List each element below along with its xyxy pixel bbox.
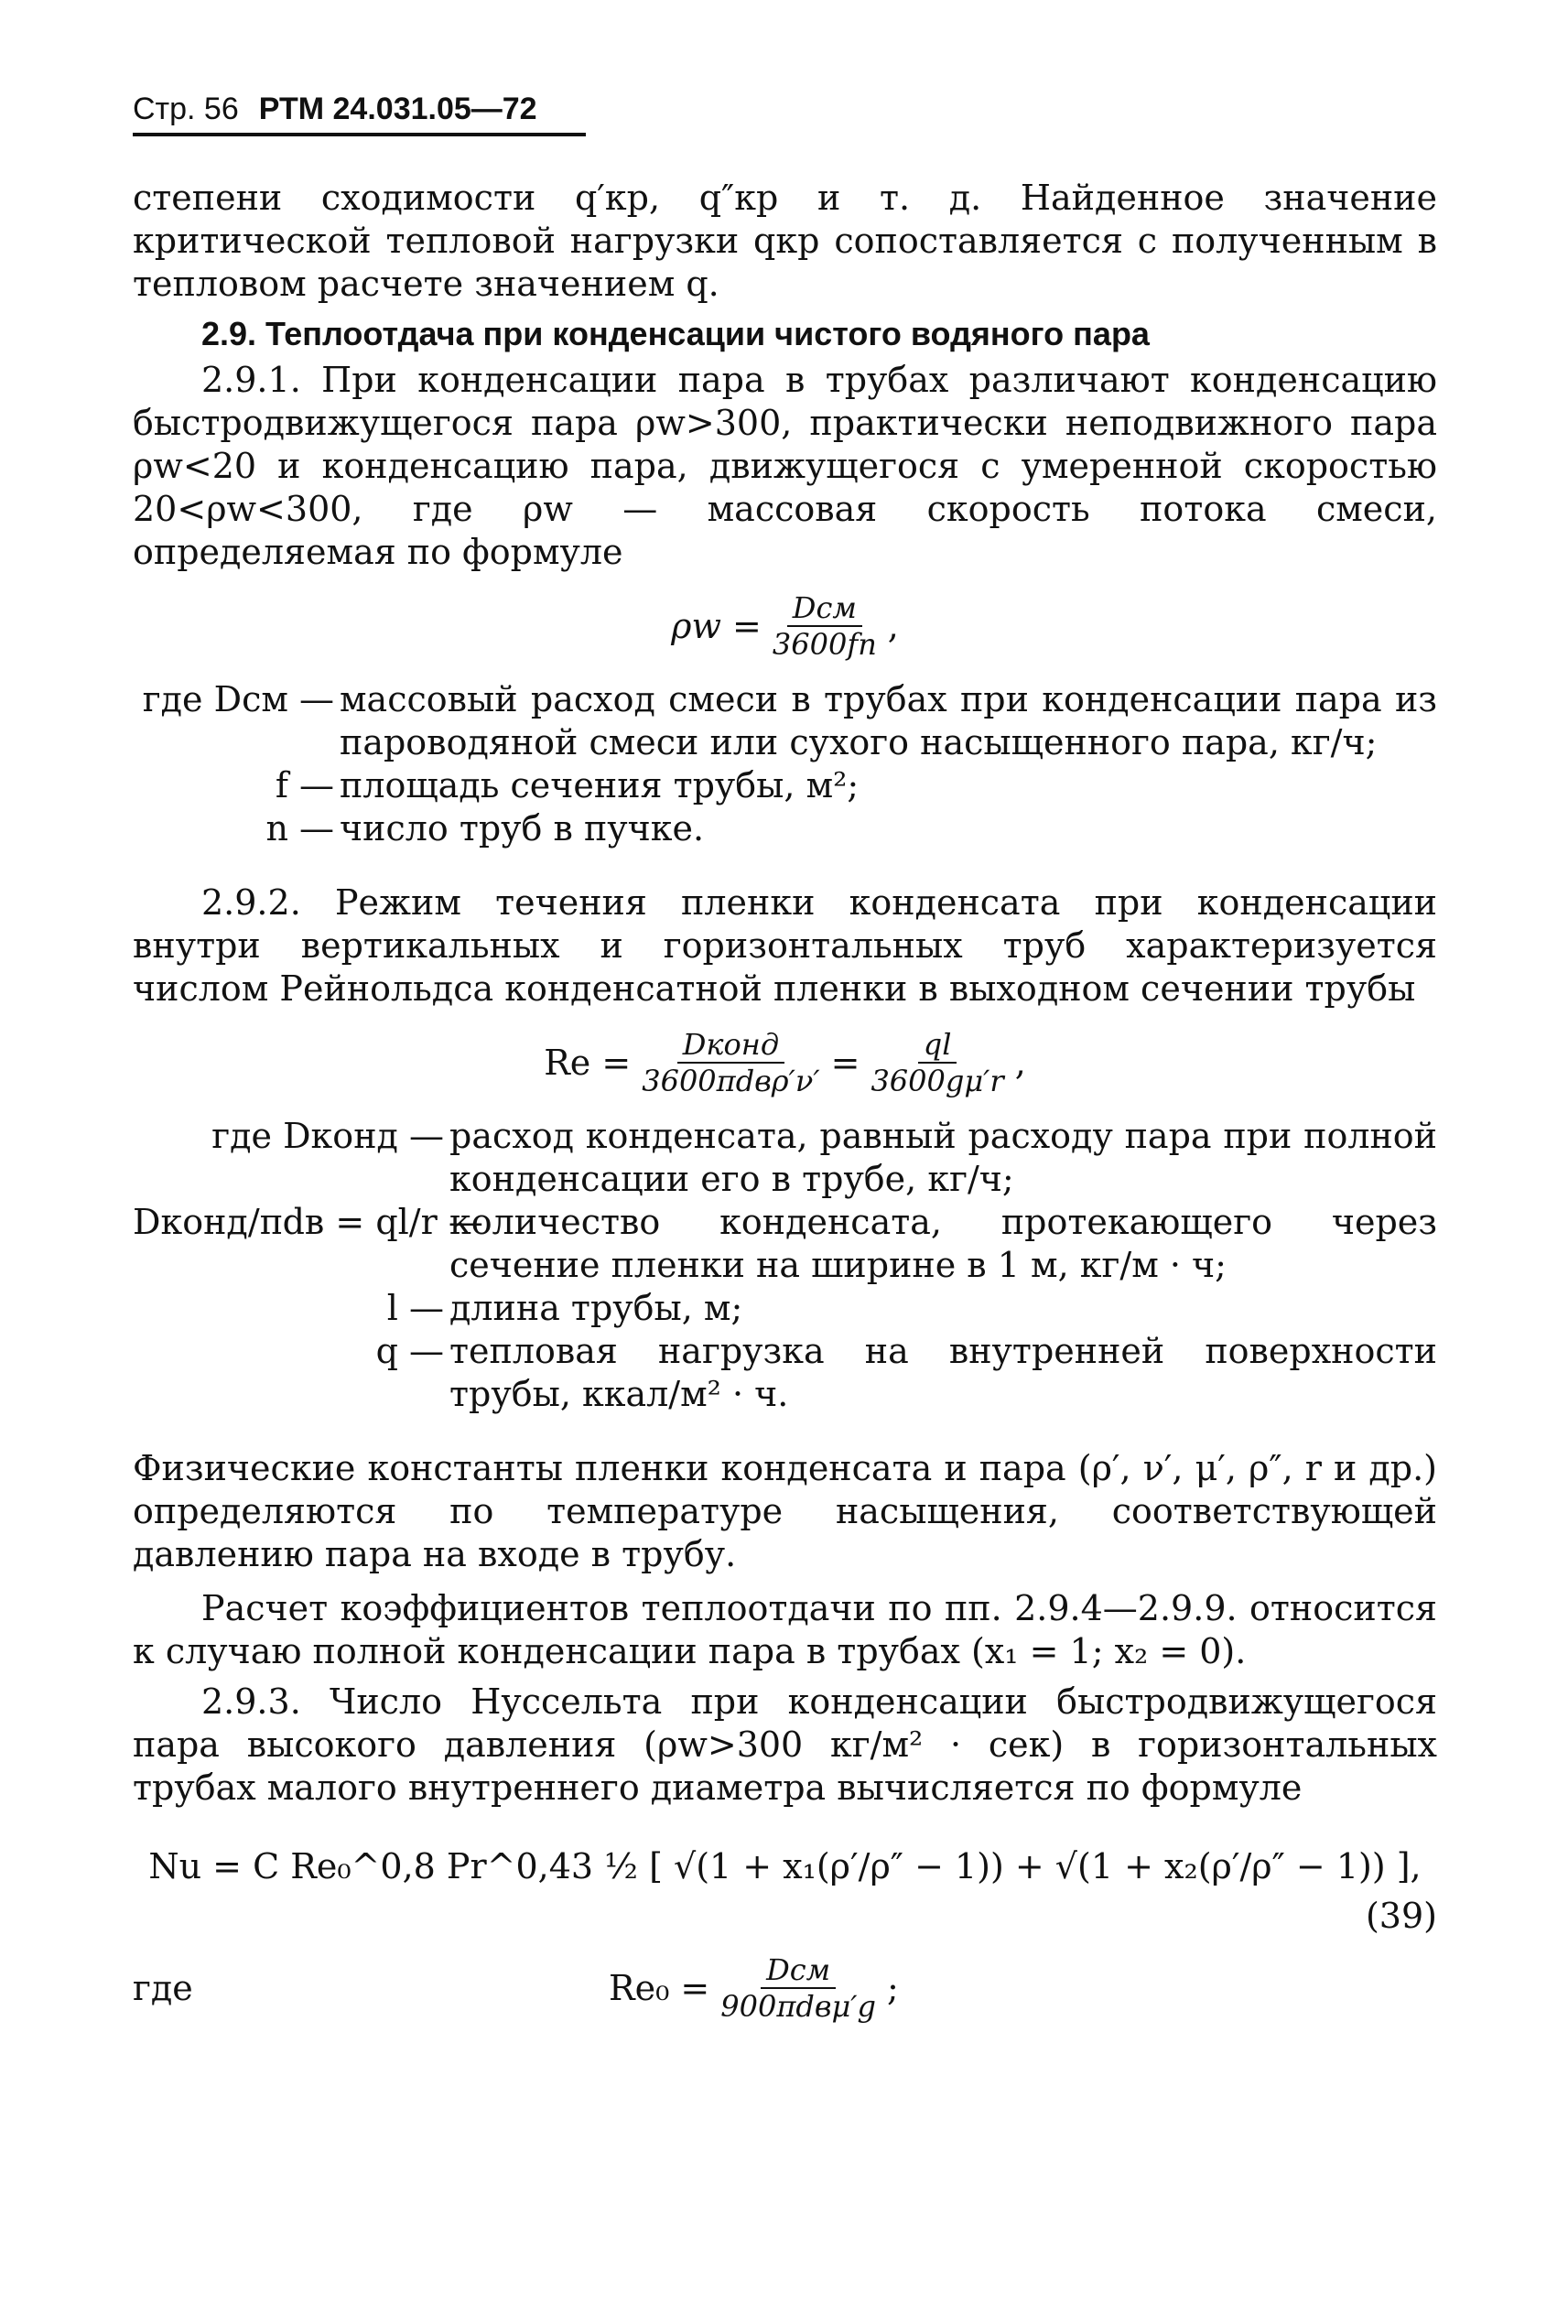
numerator: ql xyxy=(918,1027,957,1064)
paragraph-convergence: степени сходимости q′кр, q″кр и т. д. Найденное значение критической тепловой нагрузки qкр сопоставляется с полученным в тепловом расчете значением q. xyxy=(133,178,1437,304)
definition-symbol: где Dсм — xyxy=(142,679,334,719)
definition-text: массовый расход смеси в трубах при конденсации пара из пароводяной смеси или сухого насыщенного пара, кг/ч; xyxy=(340,679,1437,762)
definition-text: расход конденсата, равный расходу пара при полной конденсации его в трубе, кг/ч; xyxy=(449,1116,1437,1199)
paragraph-2-9-2: 2.9.2. Режим течения пленки конденсата при конденсации внутри вертикальных и горизонтальных труб характеризуется числом Рейнольдса конденсатной пленки в выходном сечении трубы xyxy=(133,882,1437,1009)
fraction xyxy=(636,1027,825,1098)
denominator: 3600fn xyxy=(772,627,877,662)
formula-reynolds xyxy=(133,1027,1437,1098)
where-label: где xyxy=(133,1968,193,2008)
formula-lhs: Re = xyxy=(544,1043,632,1083)
formula-lhs: ρw = xyxy=(671,606,762,646)
denominator: 3600gμ′r xyxy=(871,1064,1004,1098)
numerator: Dконд xyxy=(677,1027,784,1064)
definition-symbol: l — xyxy=(386,1288,444,1328)
equals-sign: = xyxy=(830,1043,860,1083)
definition-row xyxy=(133,1115,1437,1201)
formula-re0-row xyxy=(133,1952,1437,2024)
definition-row xyxy=(133,678,1437,764)
fraction xyxy=(767,590,882,662)
formula-tail: , xyxy=(887,606,899,646)
definition-row xyxy=(133,1201,1437,1287)
formula-lhs: Re₀ = xyxy=(609,1968,710,2008)
formula-text: Nu = C Re₀^0,8 Pr^0,43 ½ [ √(1 + x₁(ρ′/ρ″ − 1)) + √(1 + x₂(ρ′/ρ″ − 1)) ], xyxy=(148,1846,1422,1886)
formula-mass-velocity xyxy=(133,590,1437,662)
formula-tail: ; xyxy=(887,1968,899,2008)
fraction xyxy=(715,1952,881,2024)
definitions-list-1 xyxy=(133,678,1437,850)
paragraph-2-9-1: 2.9.1. При конденсации пара в трубах различают конденсацию быстродвижущегося пара ρw>300, практически неподвижного пара ρw<20 и конденсацию пара, движущегося с умеренной скоростью 20<ρw<300, где ρw — массовая скорость потока смеси, определяемая по формуле xyxy=(133,360,1437,572)
paragraph-calculation-scope: Расчет коэффициентов теплоотдачи по пп. 2.9.4—2.9.9. относится к случаю полной конденсации пара в трубах (x₁ = 1; x₂ = 0). xyxy=(133,1588,1437,1671)
section-title: 2.9. Теплоотдача при конденсации чистого водяного пара xyxy=(201,315,1150,352)
numerator: Dсм xyxy=(787,590,862,627)
numerator: Dсм xyxy=(761,1952,836,1989)
page-number: Стр. 56 xyxy=(133,92,239,126)
definition-symbol: где Dконд — xyxy=(211,1116,444,1156)
definition-text: тепловая нагрузка на внутренней поверхности трубы, ккал/м² · ч. xyxy=(449,1331,1437,1414)
definition-text: количество конденсата, протекающего через сечение пленки на ширине в 1 м, кг/м · ч; xyxy=(449,1202,1437,1285)
definition-row xyxy=(133,764,1437,807)
equation-number: (39) xyxy=(1365,1896,1437,1936)
document-page xyxy=(133,92,1437,2024)
definition-symbol: n — xyxy=(265,808,334,849)
definition-symbol: f — xyxy=(275,765,334,805)
paragraph-physical-constants: Физические константы пленки конденсата и пара (ρ′, ν′, μ′, ρ″, r и др.) определяются по температуре насыщения, соответствующей давлению пара на входе в трубу. xyxy=(133,1448,1437,1574)
denominator: 900πdвμ′g xyxy=(720,1989,877,2024)
document-code: РТМ 24.031.05—72 xyxy=(258,92,537,126)
page-header xyxy=(133,92,586,136)
definition-text: число труб в пучке. xyxy=(340,808,705,849)
paragraph-2-9-3: 2.9.3. Число Нуссельта при конденсации быстродвижущегося пара высокого давления (ρw>300 кг/м² · сек) в горизонтальных трубах малого внутреннего диаметра вычисляется по формуле xyxy=(133,1681,1437,1808)
formula-39-nusselt xyxy=(133,1846,1437,1886)
definition-row xyxy=(133,807,1437,850)
definition-row xyxy=(133,1330,1437,1416)
formula-tail: , xyxy=(1014,1043,1026,1083)
definition-symbol: Dконд/πdв = ql/r — xyxy=(133,1202,483,1242)
definitions-list-2 xyxy=(133,1115,1437,1416)
denominator: 3600πdвρ′ν′ xyxy=(642,1064,820,1098)
definition-row xyxy=(133,1287,1437,1330)
definition-text: длина трубы, м; xyxy=(449,1288,743,1328)
definition-text: площадь сечения трубы, м²; xyxy=(340,765,860,805)
fraction xyxy=(865,1027,1009,1098)
definition-symbol: q — xyxy=(375,1331,444,1371)
